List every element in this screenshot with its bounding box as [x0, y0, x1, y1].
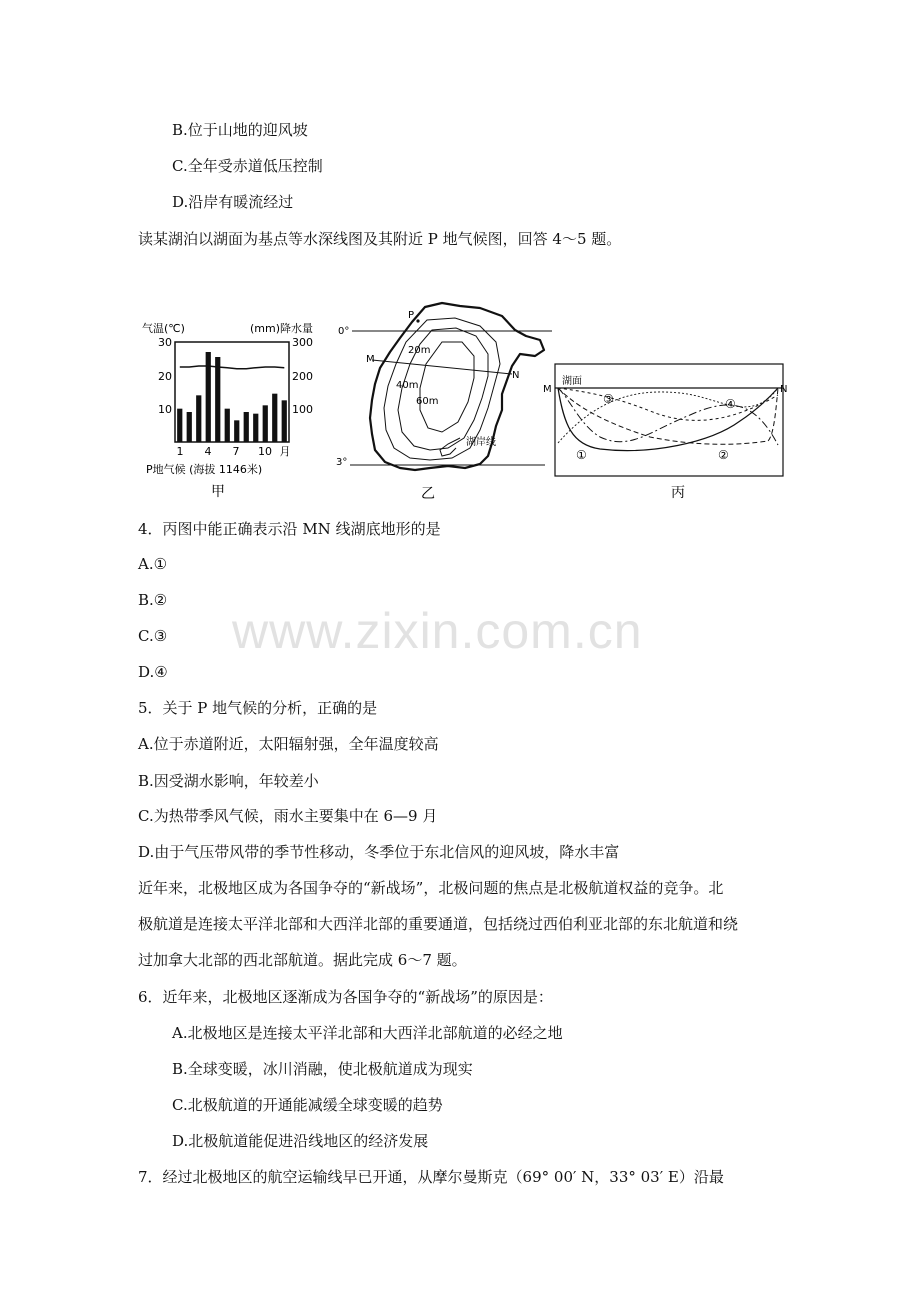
yi-lat-3: 3°	[336, 457, 348, 468]
question-4: 4．丙图中能正确表示沿 MN 线湖底地形的是	[138, 520, 441, 538]
yi-label-60m: 60m	[416, 396, 439, 407]
question-4-option-c: C.③	[138, 627, 168, 645]
question-7: 7．经过北极地区的航空运输线早已开通，从摩尔曼斯克（69° 00′ N，33° 03′ E）沿最	[138, 1168, 724, 1186]
precip-bar-3	[196, 395, 201, 442]
bing-mark-2: ②	[718, 448, 729, 462]
jia-caption: 甲	[211, 484, 225, 500]
jia-x-tick-month: 月	[279, 445, 291, 458]
yi-label-shore: 湖岸线	[466, 437, 496, 448]
yi-caption: 乙	[421, 486, 435, 502]
precip-bar-12	[282, 400, 287, 442]
option-b: B.位于山地的迎风坡	[172, 121, 308, 139]
passage-line-3: 过加拿大北部的西北部航道。据此完成 6～7 题。	[138, 951, 467, 969]
precip-bar-8	[244, 412, 249, 442]
yi-label-n: N	[512, 370, 520, 381]
bing-mark-4: ④	[725, 397, 736, 411]
question-6-option-c: C.北极航道的开通能减缓全球变暖的趋势	[172, 1096, 443, 1114]
jia-right-tick-100: 100	[292, 403, 313, 416]
yi-label-20m: 20m	[408, 345, 431, 356]
question-6: 6．近年来，北极地区逐渐成为各国争夺的“新战场”的原因是：	[138, 988, 553, 1006]
yi-label-p: P	[408, 310, 415, 321]
precip-bar-11	[272, 394, 277, 442]
question-6-option-a: A.北极地区是连接太平洋北部和大西洋北部航道的必经之地	[172, 1024, 563, 1042]
jia-temperature-line	[180, 366, 284, 369]
precip-bar-7	[234, 420, 239, 442]
precip-bar-5	[215, 357, 220, 442]
bing-label-surface: 湖面	[562, 376, 582, 387]
jia-left-tick-10: 10	[158, 403, 172, 416]
question-5-option-c: C.为热带季风气候，雨水主要集中在 6—9 月	[138, 807, 438, 825]
question-5-option-b: B.因受湖水影响，年较差小	[138, 772, 319, 790]
passage-line-2: 极航道是连接太平洋北部和大西洋北部的重要通道，包括绕过西伯利亚北部的东北航道和绕	[138, 915, 739, 933]
bing-mark-1: ①	[576, 448, 587, 462]
precip-bar-2	[187, 412, 192, 442]
precip-bar-1	[177, 409, 182, 442]
question-5-option-d: D.由于气压带风带的季节性移动，冬季位于东北信风的迎风坡，降水丰富	[138, 843, 620, 861]
yi-lat-0: 0°	[338, 326, 350, 337]
question-4-option-a: A.①	[138, 555, 168, 573]
bing-mark-3: ③	[603, 392, 614, 406]
jia-x-tick-10: 10	[258, 445, 272, 458]
jia-left-tick-30: 30	[158, 336, 172, 349]
yi-point-p	[416, 319, 419, 322]
watermark: www.zixin.com.cn	[232, 603, 643, 659]
bing-label-n: N	[780, 384, 788, 395]
instruction-4-5: 读某湖泊以湖面为基点等水深线图及其附近 P 地气候图，回答 4～5 题。	[138, 230, 622, 248]
jia-right-tick-200: 200	[292, 370, 313, 383]
jia-x-tick-7: 7	[232, 445, 240, 458]
jia-precip-label: (mm)降水量	[250, 322, 314, 335]
question-5-option-a: A.位于赤道附近，太阳辐射强，全年温度较高	[138, 735, 439, 753]
figure-yi-lake-map	[330, 298, 555, 503]
bing-profile-extra	[558, 388, 778, 443]
bing-profile-4	[558, 388, 778, 445]
question-4-option-d: D.④	[138, 663, 168, 681]
option-d: D.沿岸有暖流经过	[172, 193, 294, 211]
bing-profile-3	[558, 388, 778, 420]
figure-bing-profiles	[540, 355, 790, 503]
jia-right-tick-300: 300	[292, 336, 313, 349]
precip-bar-10	[263, 405, 268, 442]
jia-left-tick-20: 20	[158, 370, 172, 383]
jia-footer: P地气候 (海拔 1146米)	[146, 463, 263, 476]
question-6-option-d: D.北极航道能促进沿线地区的经济发展	[172, 1132, 429, 1150]
jia-temp-label: 气温(℃)	[142, 322, 185, 335]
option-c: C.全年受赤道低压控制	[172, 157, 323, 175]
question-4-option-b: B.②	[138, 591, 168, 609]
question-6-option-b: B.全球变暖，冰川消融，使北极航道成为现实	[172, 1060, 473, 1078]
figure-jia-climate-chart	[138, 318, 314, 503]
question-5: 5．关于 P 地气候的分析，正确的是	[138, 699, 378, 717]
yi-label-40m: 40m	[396, 380, 419, 391]
precip-bar-6	[225, 409, 230, 442]
bing-profile-1	[558, 388, 778, 451]
bing-label-m: M	[543, 384, 552, 395]
yi-label-m: M	[366, 354, 375, 365]
precip-bar-9	[253, 414, 258, 442]
jia-x-tick-4: 4	[204, 445, 212, 458]
passage-line-1: 近年来，北极地区成为各国争夺的“新战场”，北极问题的焦点是北极航道权益的竞争。北	[138, 879, 724, 897]
jia-x-tick-1: 1	[176, 445, 184, 458]
bing-caption: 丙	[671, 485, 685, 501]
bing-profile-2	[558, 388, 778, 444]
